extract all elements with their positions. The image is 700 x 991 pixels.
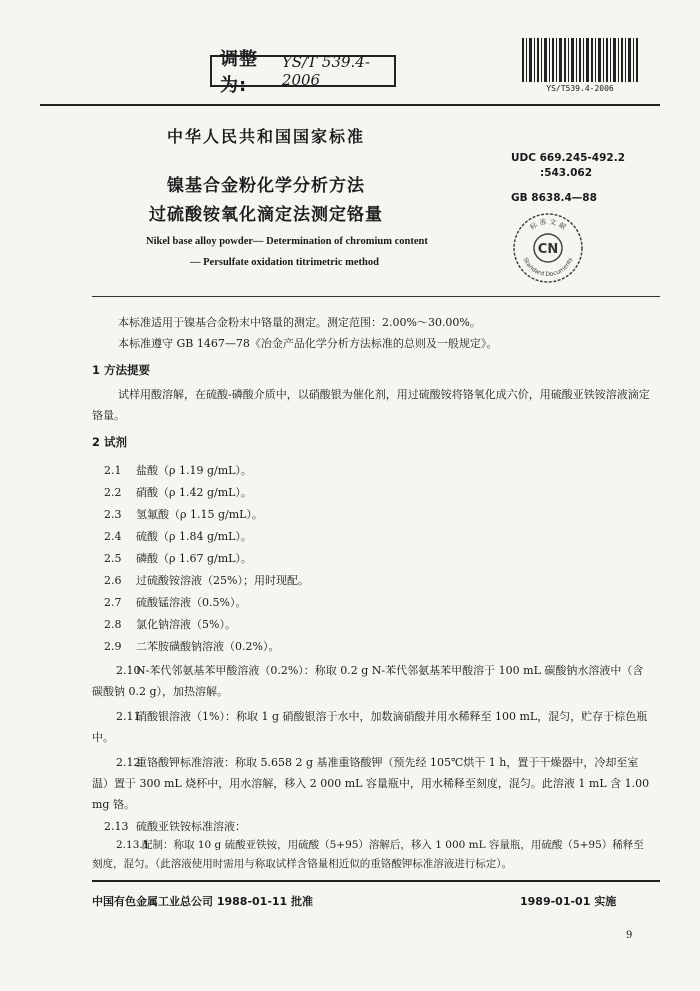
reagent-item: 2.5 磷酸（ρ 1.67 g/mL）。 <box>104 552 252 565</box>
section1-text: 试样用酸溶解，在硫酸-磷酸介质中，以硝酸银为催化剂，用过硫酸铵将铬氧化成六价，用硫酸亚铁铵溶液滴定铬量。 <box>92 388 650 422</box>
header-divider <box>92 296 660 297</box>
reagent-item-2-10: 2.10N-苯代邻氨基苯甲酸溶液（0.2%）：称取 0.2 g N-苯代邻氨基苯甲酸溶于 100 mL 碳酸钠水溶液中（含碳酸钠 0.2 g），加热溶解。 <box>92 664 644 698</box>
title-line1: 镍基合金粉化学分析方法 <box>167 176 365 196</box>
reagent-item-2-13: 2.13 硫酸亚铁铵标准溶液： <box>104 820 246 833</box>
implementation-date: 1989-01-01 实施 <box>520 895 617 908</box>
issuing-country: 中华人民共和国国家标准 <box>166 127 365 146</box>
section1-heading: 1 方法提要 <box>92 363 151 377</box>
approval-line: 中国有色金属工业总公司 1988-01-11 批准 <box>92 895 314 908</box>
reagent-item: 2.8 氯化钠溶液（5%）。 <box>104 618 236 631</box>
stamp-handwritten-number: YS/T 539.4-2006 <box>281 53 370 89</box>
reagent-item-2-12: 2.12重铬酸钾标准溶液：称取 5.658 2 g 基准重铬酸钾（预先经 105℃烘干 1 h，置于干燥器中，冷却至室温）置于 300 mL 烧杯中，用水溶解，移入 2 000 mL 容量瓶中，用水稀释至刻度，混匀。此溶液 1 mL 含 1.00 mg 铬。 <box>92 756 650 811</box>
reagent-item: 2.7 硫酸锰溶液（0.5%）。 <box>104 596 247 609</box>
udc-code-line2: :543.062 <box>540 167 593 179</box>
reagent-item: 2.2 硝酸（ρ 1.42 g/mL）。 <box>104 486 252 499</box>
reagent-item: 2.1 盐酸（ρ 1.19 g/mL）。 <box>104 464 252 477</box>
seal-center-text: CN <box>537 242 559 257</box>
english-title-line2: — Persulfate oxidation titrimetric method <box>190 257 379 268</box>
reagent-item: 2.3 氢氟酸（ρ 1.15 g/mL）。 <box>104 508 263 521</box>
gb-standard-number: GB 8638.4—88 <box>511 192 597 204</box>
footer-divider <box>92 880 660 882</box>
page-number: 9 <box>626 930 633 941</box>
barcode-caption: YS/T539.4-2006 <box>546 84 614 93</box>
reagent-item: 2.4 硫酸（ρ 1.84 g/mL）。 <box>104 530 252 543</box>
seal-ring-top: 标 准 文 献 <box>528 217 568 232</box>
svg-text:标 准 文 献 <box>528 217 568 232</box>
reagent-item-2-11: 2.11硝酸银溶液（1%）：称取 1 g 硝酸银溶于水中，加数滴硝酸并用水稀释至 100 mL，混匀，贮存于棕色瓶中。 <box>92 710 648 744</box>
stamp-label: 调整为: <box>220 49 258 96</box>
reagent-item-2-13-1: 2.13.1配制：称取 10 g 硫酸亚铁铵，用硫酸（5+95）溶解后，移入 1 000 mL 容量瓶，用硫酸（5+95）稀释至刻度，混匀。（此溶液使用时需用与称取试样含铬量相近似的重铬酸钾标准溶液进行标定）。 <box>92 839 644 870</box>
reagent-item: 2.9 二苯胺磺酸钠溶液（0.2%）。 <box>104 640 280 653</box>
barcode-icon <box>520 38 640 82</box>
intro-compliance: 本标准遵守 GB 1467—78《冶金产品化学分析方法标准的总则及一般规定》。 <box>118 337 498 350</box>
svg-text:Standard Documents <box>522 257 575 278</box>
udc-code-line1: UDC 669.245-492.2 <box>511 152 625 164</box>
standard-documents-seal-icon <box>512 212 584 284</box>
intro-scope: 本标准适用于镍基合金粉末中铬量的测定。测定范围：2.00%～30.00%。 <box>118 316 481 329</box>
top-divider <box>40 104 660 106</box>
reagent-item: 2.6 过硫酸铵溶液（25%）；用时现配。 <box>104 574 309 587</box>
english-title-line1: Nikel base alloy powder— Determination of chromium content <box>146 236 428 247</box>
seal-ring-bottom: Standard Documents <box>521 256 575 279</box>
section2-heading: 2 试剂 <box>92 435 128 449</box>
title-line2: 过硫酸铵氧化滴定法测定铬量 <box>149 205 383 225</box>
adjustment-stamp <box>210 49 396 96</box>
